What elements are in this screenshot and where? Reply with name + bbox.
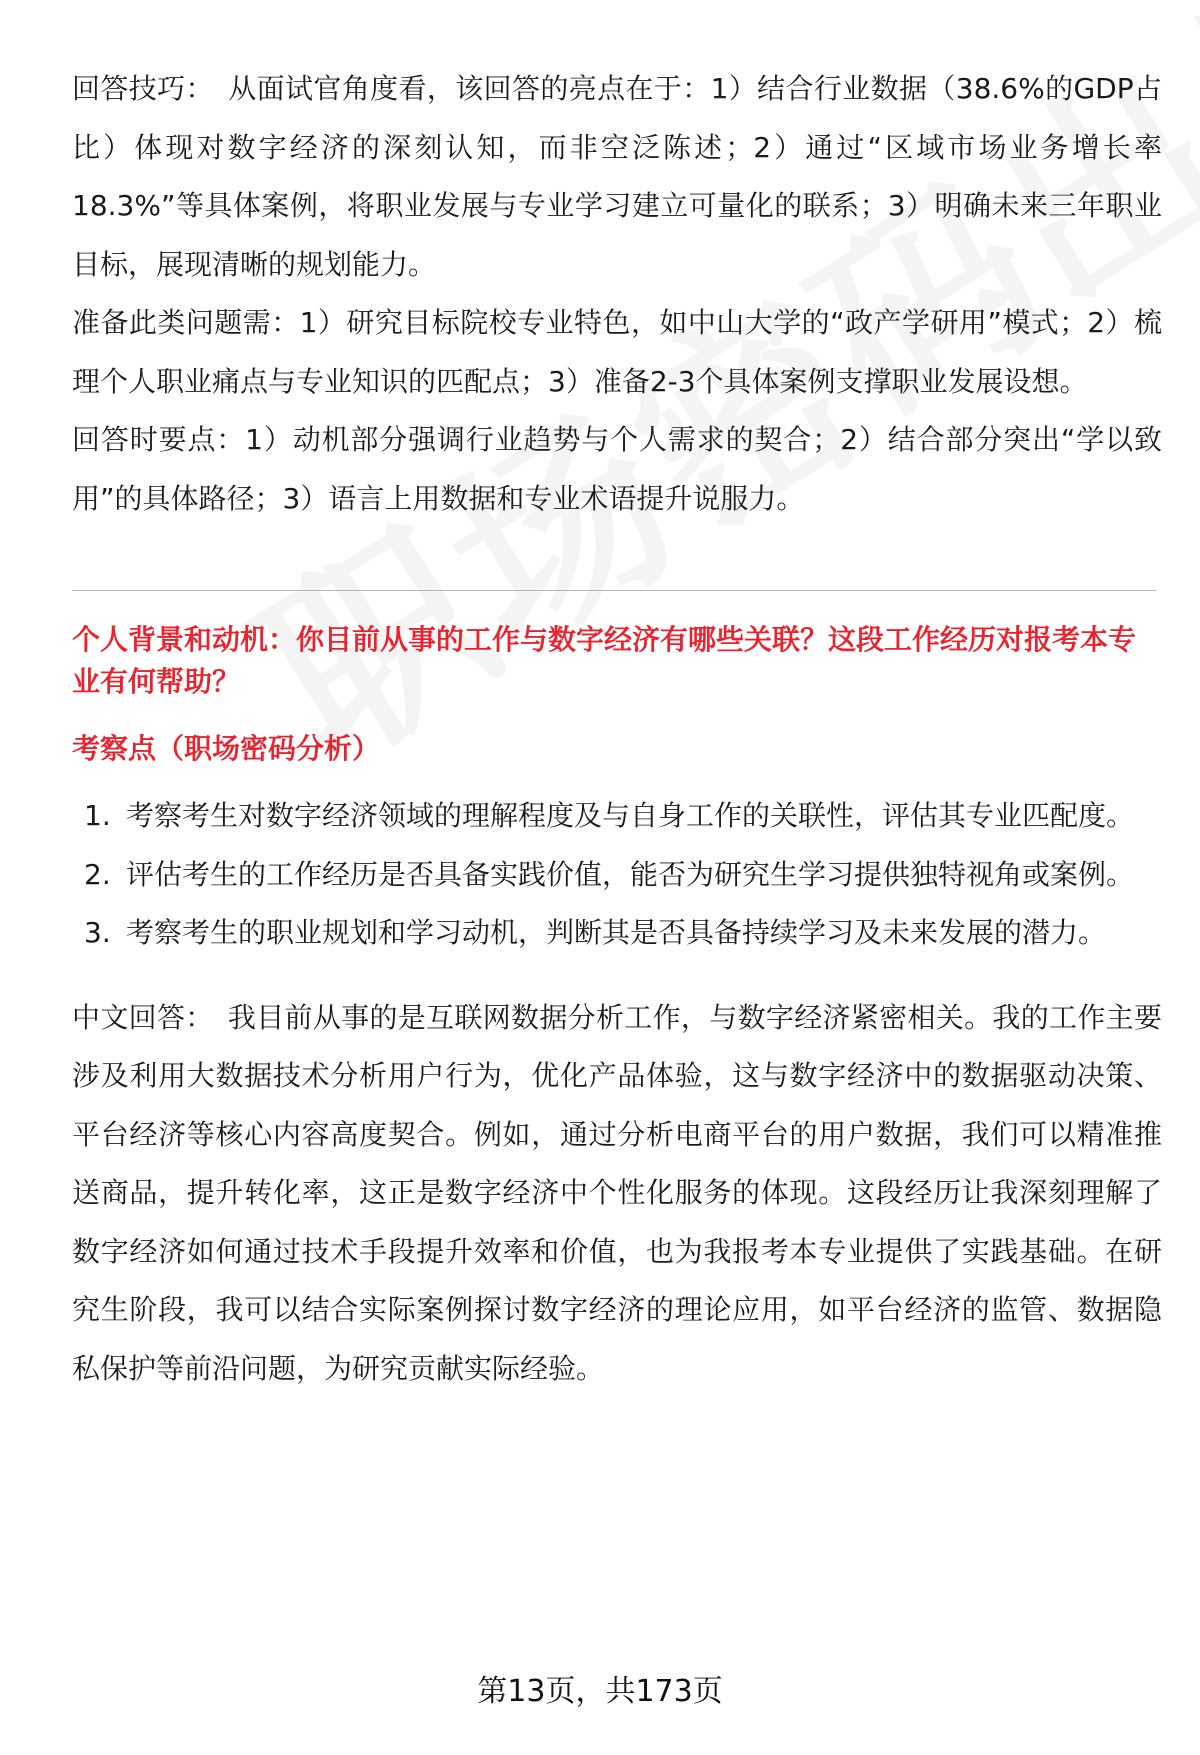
page-number: 第13页，共173页 (477, 1674, 723, 1709)
list-item (72, 904, 1162, 963)
prep-label: 准备此类问题需： (72, 306, 300, 339)
answer-paragraph (72, 989, 1162, 1399)
key-points-paragraph (72, 411, 1162, 528)
answer-text: 我目前从事的是互联网数据分析工作，与数字经济紧密相关。我的工作主要涉及利用大数据技术分析用户行为，优化产品体验，这与数字经济中的数据驱动决策、平台经济等核心内容高度契合。例如，通过分析电商平台的用户数据，我们可以精准推送商品，提升转化率，这正是数字经济中个性化服务的体现。这段经历让我深刻理解了数字经济如何通过技术手段提升效率和价值，也为我报考本专业提供了实践基础。在研究生阶段，我可以结合实际案例探讨数字经济的理论应用，如平台经济的监管、数据隐私保护等前沿问题，为研究贡献实际经验。 (72, 1000, 1162, 1385)
list-item-number: 3. (84, 916, 111, 949)
list-item-text: 考察考生的职业规划和学习动机，判断其是否具备持续学习及未来发展的潜力。 (126, 916, 1107, 949)
tips-paragraph (72, 60, 1162, 294)
tips-label: 回答技巧： (72, 72, 214, 105)
prep-paragraph (72, 294, 1162, 411)
answer-label: 中文回答： (72, 1000, 214, 1034)
list-item-number: 2. (84, 857, 111, 891)
list-item-number: 1. (84, 799, 111, 832)
tips-text: 从面试官角度看，该回答的亮点在于：1）结合行业数据（38.6%的GDP占比）体现对数字经济的深刻认知，而非空泛陈述；2）通过“区域市场业务增长率18.3%”等具体案例，将职业发展与专业学习建立可量化的联系；3）明确未来三年职业目标，展现清晰的规划能力。 (72, 72, 1162, 281)
prep-text: 1）研究目标院校专业特色，如中山大学的“政产学研用”模式；2）梳理个人职业痛点与专业知识的匹配点；3）准备2-3个具体案例支撑职业发展设想。 (72, 306, 1162, 398)
analysis-title: 考察点（职场密码分析） (72, 732, 381, 765)
list-item (72, 846, 1162, 905)
list-item (72, 787, 1162, 846)
question-heading: 个人背景和动机：你目前从事的工作与数字经济有哪些关联？这段工作经历对报考本专业有何帮助？ (72, 623, 1137, 698)
key-points-label: 回答时要点： (72, 423, 246, 456)
section-divider (72, 590, 1156, 591)
page-content (72, 60, 1162, 1398)
list-item-text: 考察考生对数字经济领域的理解程度及与自身工作的关联性，评估其专业匹配度。 (126, 799, 1135, 832)
list-item-text: 评估考生的工作经历是否具备实践价值，能否为研究生学习提供独特视角或案例。 (126, 857, 1135, 891)
analysis-list (72, 787, 1162, 963)
key-points-text: 1）动机部分强调行业趋势与个人需求的契合；2）结合部分突出“学以致用”的具体路径；3）语言上用数据和专业术语提升说服力。 (72, 423, 1162, 515)
